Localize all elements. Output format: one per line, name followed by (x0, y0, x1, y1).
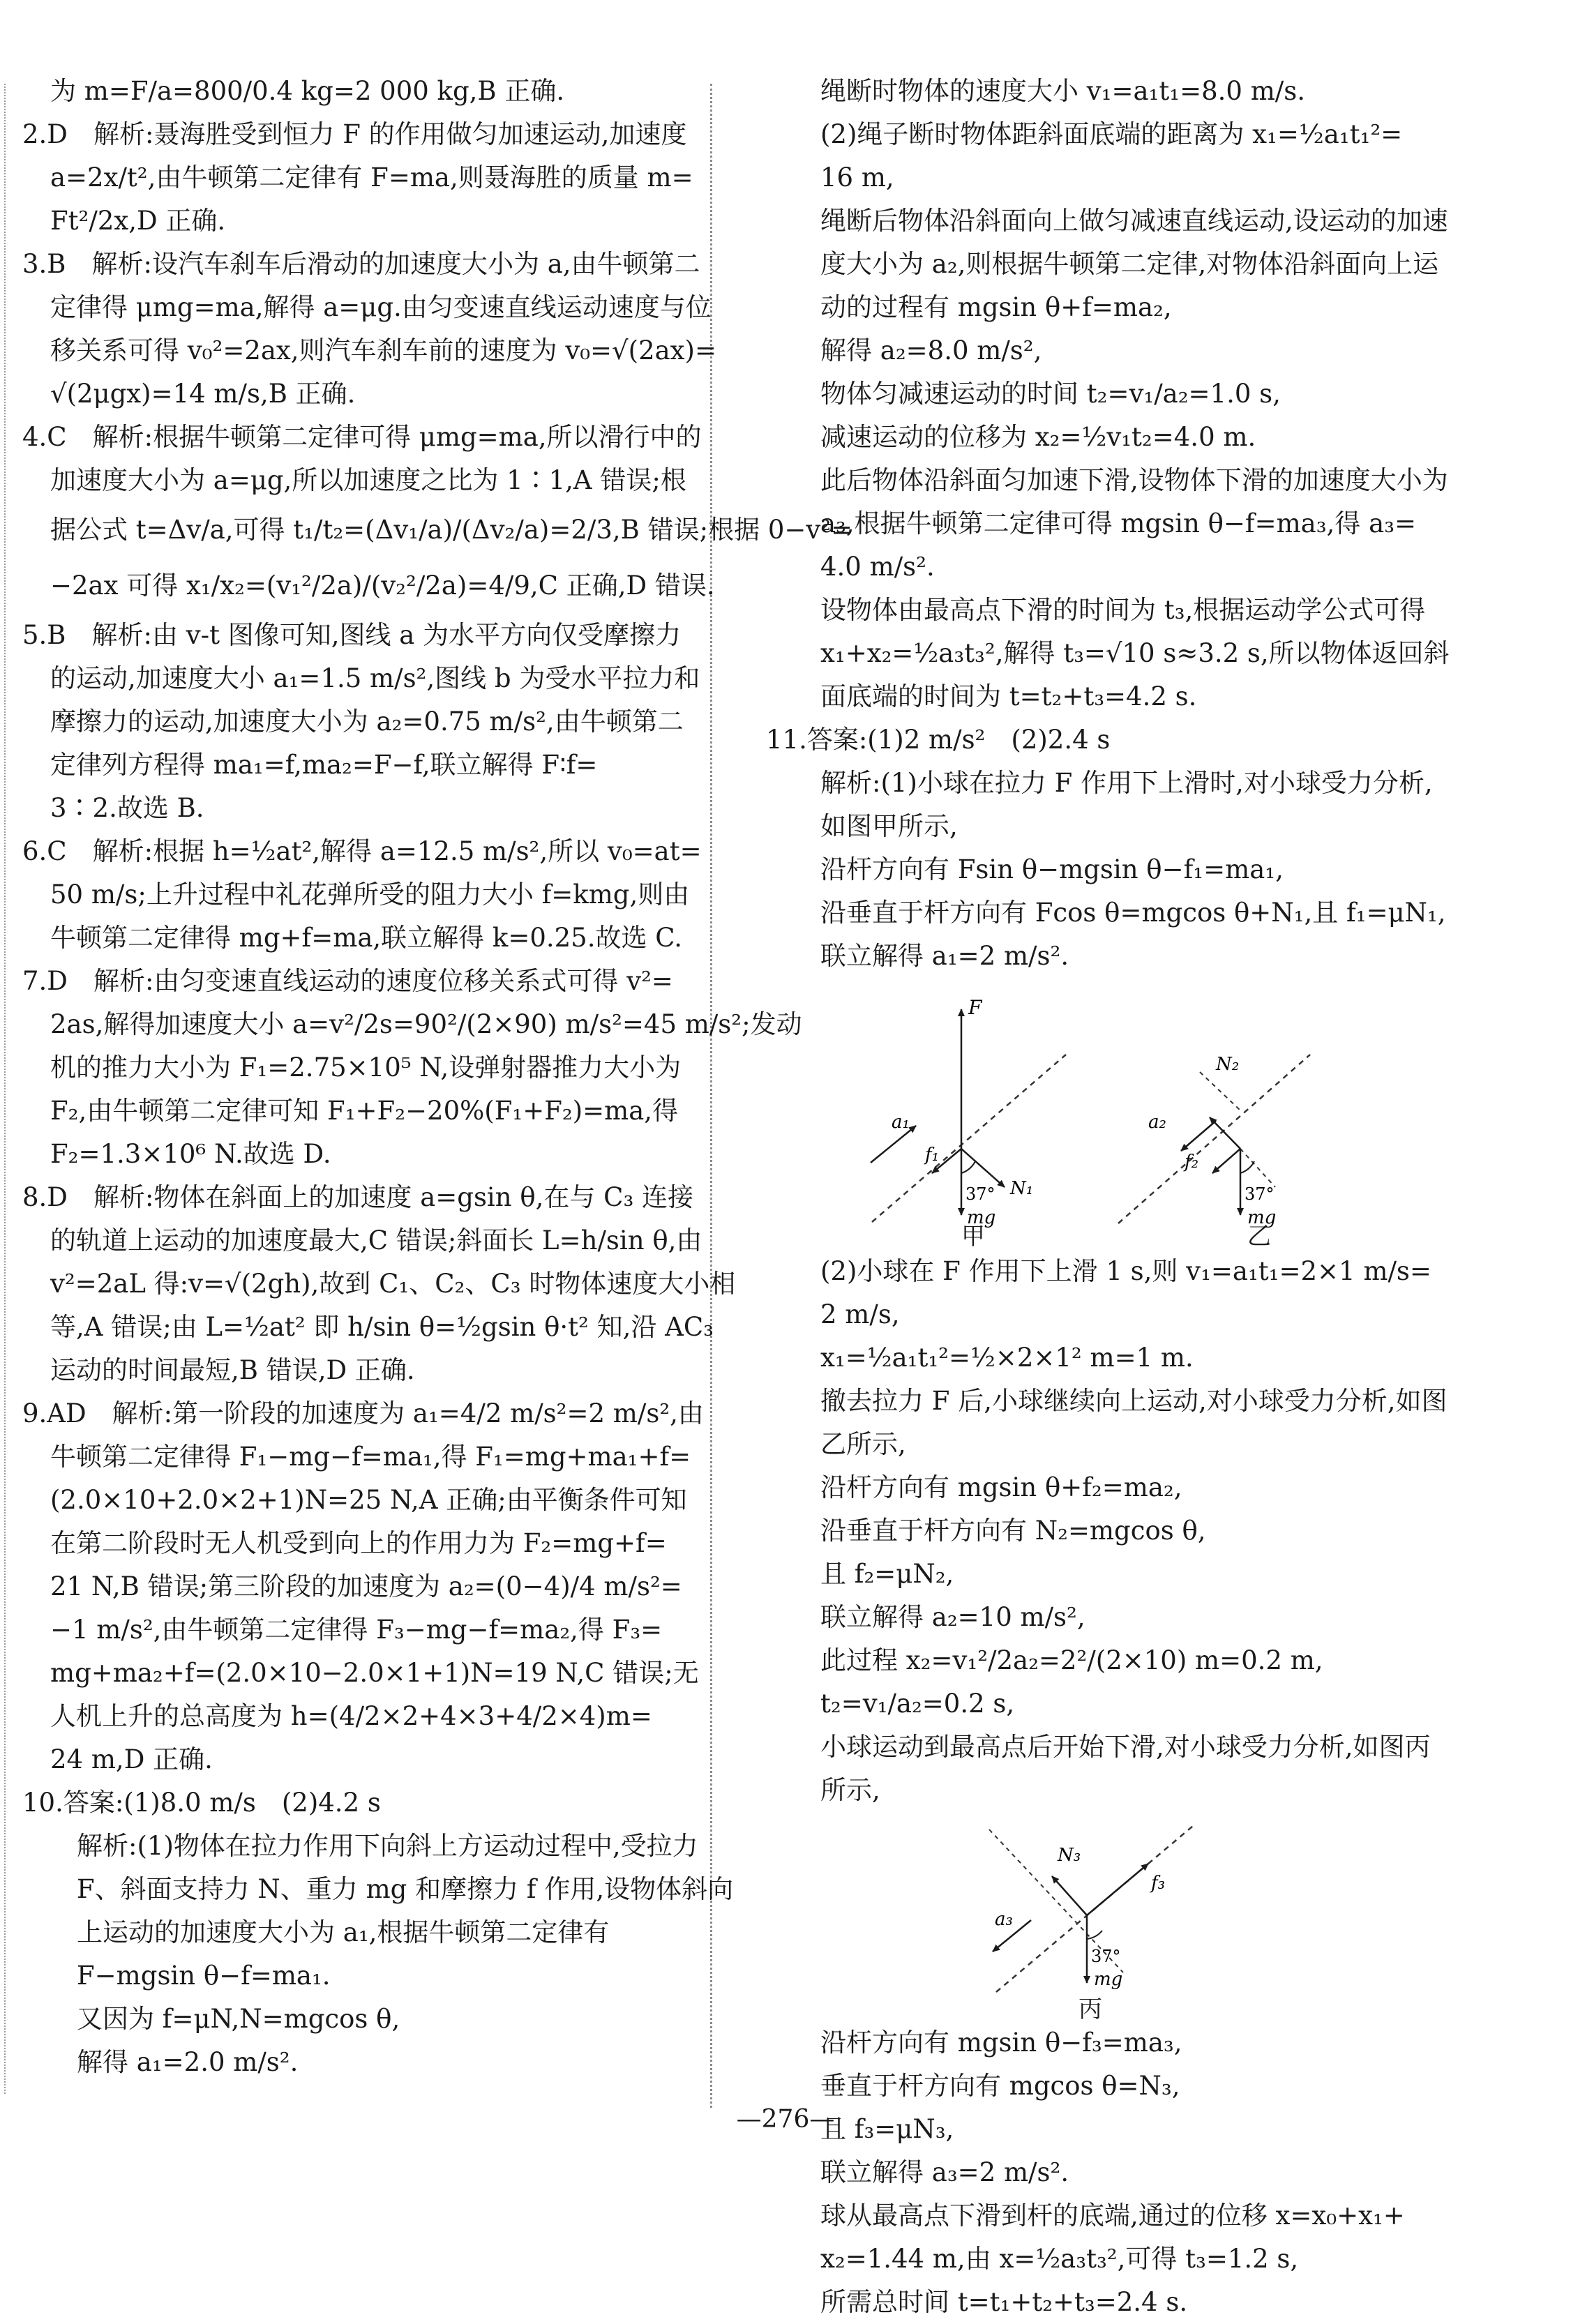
label-N1: N₁ (1010, 1178, 1034, 1199)
label-f2: f₂ (1185, 1152, 1199, 1172)
text-line-r32: t₂=v₁/a₂=0.2 s, (820, 1689, 1015, 1719)
text-line-l35: 21 N,B 错误;第三阶段的加速度为 a₂=(0−4)/4 m/s²= (50, 1571, 682, 1601)
text-line-l34: 在第二阶段时无人机受到向上的作用力为 F₂=mg+f= (50, 1528, 667, 1558)
text-line-l14: 的运动,加速度大小 a₁=1.5 m/s²,图线 b 为受水平拉力和 (50, 663, 700, 693)
caption-bing: 丙 (1078, 1995, 1102, 2023)
text-line-l04: Ft²/2x,D 正确. (50, 206, 226, 236)
column-divider (710, 84, 712, 2108)
text-line-l33: (2.0×10+2.0×2+1)N=25 N,A 正确;由平衡条件可知 (50, 1485, 687, 1515)
text-line-l36: −1 m/s²,由牛顿第二定律得 F₃−mg−f=ma₂,得 F₃= (50, 1615, 663, 1645)
right-column-top (766, 70, 1471, 978)
force-diagram-bing-svg (766, 1812, 1471, 2021)
right-column-bottom (766, 2021, 1471, 2324)
text-line-l28: v²=2aL 得:v=√(2gh),故到 C₁、C₂、C₃ 时物体速度大小相 (50, 1269, 736, 1299)
text-line-l08: √(2μgx)=14 m/s,B 正确. (50, 379, 356, 409)
text-line-r17: 解析:(1)小球在拉力 F 作用下上滑时,对小球受力分析, (820, 768, 1433, 798)
caption-jia: 甲 (961, 1223, 985, 1251)
text-line-l42: F、斜面支持力 N、重力 mg 和摩擦力 f 作用,设物体斜向 (77, 1874, 734, 1904)
label-a1: a₁ (892, 1112, 910, 1133)
text-line-l46: 解得 a₁=2.0 m/s². (77, 2047, 299, 2077)
text-line-r19: 沿杆方向有 Fsin θ−mgsin θ−f₁=ma₁, (820, 854, 1284, 884)
text-line-l37: mg+ma₂+f=(2.0×10−2.0×1+1)N=19 N,C 错误;无 (50, 1658, 699, 1688)
text-line-l38: 人机上升的总高度为 h=(4/2×2+4×3+4/2×4)m= (50, 1701, 652, 1731)
label-F: F (968, 996, 982, 1019)
text-line-r02: (2)绳子断时物体距斜面底端的距离为 x₁=½a₁t₁²= (820, 119, 1403, 149)
text-line-r03: 16 m, (820, 163, 894, 193)
text-line-r20: 沿垂直于杆方向有 Fcos θ=mgcos θ+N₁,且 f₁=μN₁, (820, 898, 1446, 928)
text-line-l02: 2.D 解析:聂海胜受到恒力 F 的作用做匀加速运动,加速度 (22, 119, 687, 149)
text-line-r04: 绳断后物体沿斜面向上做匀减速直线运动,设运动的加速 (820, 206, 1448, 236)
text-line-r24: x₁=½a₁t₁²=½×2×1² m=1 m. (820, 1343, 1194, 1373)
text-line-r08: 物体匀减速运动的时间 t₂=v₁/a₂=1.0 s, (820, 379, 1281, 409)
text-line-l09: 4.C 解析:根据牛顿第二定律可得 μmg=ma,所以滑行中的 (22, 422, 702, 452)
text-line-l21: 7.D 解析:由匀变速直线运动的速度位移关系式可得 v²= (22, 966, 673, 996)
text-line-r06: 动的过程有 mgsin θ+f=ma₂, (820, 292, 1172, 322)
text-line-l27: 的轨道上运动的加速度最大,C 错误;斜面长 L=h/sin θ,由 (50, 1225, 702, 1255)
text-line-r38: 联立解得 a₃=2 m/s². (820, 2157, 1069, 2187)
text-line-l12: −2ax 可得 x₁/x₂=(v₁²/2a)/(v₂²/2a)=4/9,C 正确,D 错误. (50, 571, 715, 601)
text-line-r01: 绳断时物体的速度大小 v₁=a₁t₁=8.0 m/s. (820, 76, 1305, 106)
label-f1: f₁ (925, 1145, 940, 1165)
text-line-l05: 3.B 解析:设汽车刹车后滑动的加速度大小为 a,由牛顿第二 (22, 249, 700, 279)
text-line-r18: 如图甲所示, (820, 811, 958, 841)
text-line-l03: a=2x/t²,由牛顿第二定律有 F=ma,则聂海胜的质量 m= (50, 163, 693, 193)
label-N3: N₃ (1058, 1845, 1081, 1866)
text-line-r10: 此后物体沿斜面匀加速下滑,设物体下滑的加速度大小为 (820, 465, 1448, 495)
text-line-r14: x₁+x₂=½a₃t₃²,解得 t₃=√10 s≈3.2 s,所以物体返回斜 (820, 638, 1450, 668)
text-line-r09: 减速运动的位移为 x₂=½v₁t₂=4.0 m. (820, 422, 1256, 452)
text-line-l22: 2as,解得加速度大小 a=v²/2s=90²/(2×90) m/s²=45 m/s²;发动 (50, 1009, 802, 1039)
label-mg-yi: mg (1247, 1207, 1277, 1228)
text-line-l41: 解析:(1)物体在拉力作用下向斜上方运动过程中,受拉力 (77, 1831, 698, 1861)
text-line-l29: 等,A 错误;由 L=½at² 即 h/sin θ=½gsin θ·t² 知,沿 AC₃ (50, 1312, 714, 1342)
text-line-l18: 6.C 解析:根据 h=½at²,解得 a=12.5 m/s²,所以 v₀=at= (22, 836, 702, 866)
left-margin-dots (4, 84, 6, 2094)
text-line-r40: x₂=1.44 m,由 x=½a₃t₃²,可得 t₃=1.2 s, (820, 2244, 1299, 2274)
text-line-l31: 9.AD 解析:第一阶段的加速度为 a₁=4/2 m/s²=2 m/s²,由 (22, 1398, 704, 1428)
label-angle-yi: 37° (1245, 1184, 1275, 1204)
right-column-mid (766, 1250, 1471, 1812)
text-line-r22: (2)小球在 F 作用下上滑 1 s,则 v₁=a₁t₁=2×1 m/s= (820, 1256, 1431, 1286)
text-line-r29: 且 f₂=μN₂, (820, 1559, 954, 1589)
text-line-r41: 所需总时间 t=t₁+t₂+t₃=2.4 s. (820, 2287, 1188, 2317)
text-line-r39: 球从最高点下滑到杆的底端,通过的位移 x=x₀+x₁+ (820, 2201, 1405, 2231)
label-mg-jia: mg (967, 1207, 996, 1228)
text-line-l30: 运动的时间最短,B 错误,D 正确. (50, 1355, 415, 1385)
text-line-r34: 所示, (820, 1775, 880, 1805)
text-line-r30: 联立解得 a₂=10 m/s², (820, 1602, 1085, 1632)
text-line-l43: 上运动的加速度大小为 a₁,根据牛顿第二定律有 (77, 1917, 610, 1947)
text-line-l25: F₂=1.3×10⁶ N.故选 D. (50, 1139, 331, 1169)
text-line-l20: 牛顿第二定律得 mg+f=ma,联立解得 k=0.25.故选 C. (50, 923, 682, 953)
text-line-l17: 3∶2.故选 B. (50, 793, 204, 823)
text-line-r23: 2 m/s, (820, 1299, 900, 1329)
text-line-l39: 24 m,D 正确. (50, 1744, 213, 1774)
text-line-r13: 设物体由最高点下滑的时间为 t₃,根据运动学公式可得 (820, 595, 1426, 625)
text-line-l19: 50 m/s;上升过程中礼花弹所受的阻力大小 f=kmg,则由 (50, 880, 690, 910)
text-line-r31: 此过程 x₂=v₁²/2a₂=2²/(2×10) m=0.2 m, (820, 1645, 1323, 1675)
text-line-l23: 机的推力大小为 F₁=2.75×10⁵ N,设弹射器推力大小为 (50, 1052, 682, 1082)
text-line-r05: 度大小为 a₂,则根据牛顿第二定律,对物体沿斜面向上运 (820, 249, 1439, 279)
text-line-l44: F−mgsin θ−f=ma₁. (77, 1961, 331, 1991)
text-line-r35: 沿杆方向有 mgsin θ−f₃=ma₃, (820, 2028, 1182, 2058)
text-line-r33: 小球运动到最高点后开始下滑,对小球受力分析,如图丙 (820, 1732, 1431, 1762)
force-diagrams-jia-yi (766, 978, 1471, 1250)
text-line-l13: 5.B 解析:由 v-t 图像可知,图线 a 为水平方向仅受摩擦力 (22, 620, 682, 650)
text-line-r37: 且 f₃=μN₃, (820, 2114, 954, 2144)
text-line-r36: 垂直于杆方向有 mgcos θ=N₃, (820, 2071, 1180, 2101)
text-line-r15: 面底端的时间为 t=t₂+t₃=4.2 s. (820, 681, 1197, 711)
text-line-r11: a₃,根据牛顿第二定律可得 mgsin θ−f=ma₃,得 a₃= (820, 508, 1416, 538)
text-line-l26: 8.D 解析:物体在斜面上的加速度 a=gsin θ,在与 C₃ 连接 (22, 1182, 694, 1212)
label-a3: a₃ (995, 1909, 1013, 1930)
diagram-yi (1118, 1054, 1310, 1228)
text-line-l45: 又因为 f=μN,N=mgcos θ, (77, 2004, 400, 2034)
text-line-r16: 11.答案:(1)2 m/s² (2)2.4 s (766, 725, 1111, 755)
text-line-l10: 加速度大小为 a=μg,所以加速度之比为 1∶1,A 错误;根 (50, 465, 686, 495)
label-angle-bing: 37° (1091, 1947, 1121, 1966)
text-line-r26: 乙所示, (820, 1429, 906, 1459)
text-line-r12: 4.0 m/s². (820, 552, 935, 582)
text-line-l01: 为 m=F/a=800/0.4 kg=2 000 kg,B 正确. (50, 76, 565, 106)
right-column (766, 70, 1471, 2324)
text-line-l32: 牛顿第二定律得 F₁−mg−f=ma₁,得 F₁=mg+ma₁+f= (50, 1442, 691, 1472)
text-line-r27: 沿杆方向有 mgsin θ+f₂=ma₂, (820, 1472, 1182, 1502)
diagram-jia (871, 996, 1066, 1228)
text-line-r21: 联立解得 a₁=2 m/s². (820, 941, 1069, 971)
label-a2: a₂ (1148, 1112, 1166, 1133)
text-line-r25: 撤去拉力 F 后,小球继续向上运动,对小球受力分析,如图 (820, 1386, 1448, 1416)
text-line-l24: F₂,由牛顿第二定律可知 F₁+F₂−20%(F₁+F₂)=ma,得 (50, 1096, 679, 1126)
text-line-l06: 定律得 μmg=ma,解得 a=μg.由匀变速直线运动速度与位 (50, 292, 712, 322)
text-line-l07: 移关系可得 v₀²=2ax,则汽车刹车前的速度为 v₀=√(2ax)= (50, 335, 716, 365)
label-mg-bing: mg (1094, 1969, 1123, 1990)
text-line-r28: 沿垂直于杆方向有 N₂=mgcos θ, (820, 1516, 1206, 1546)
page-number: —276— (736, 2105, 835, 2134)
label-angle-jia: 37° (965, 1184, 995, 1204)
force-diagram-bing (766, 1812, 1471, 2021)
text-line-l40: 10.答案:(1)8.0 m/s (2)4.2 s (22, 1788, 381, 1818)
text-line-l16: 定律列方程得 ma₁=f,ma₂=F−f,联立解得 F∶f= (50, 750, 598, 780)
text-line-l15: 摩擦力的运动,加速度大小为 a₂=0.75 m/s²,由牛顿第二 (50, 707, 684, 737)
caption-yi: 乙 (1247, 1223, 1271, 1251)
force-diagram-svg (766, 978, 1471, 1250)
text-line-l11: 据公式 t=Δv/a,可得 t₁/t₂=(Δv₁/a)/(Δv₂/a)=2/3,B 错误;根据 0−v²= (50, 515, 853, 545)
label-N2: N₂ (1216, 1054, 1240, 1075)
text-line-r07: 解得 a₂=8.0 m/s², (820, 335, 1042, 365)
label-f3: f₃ (1151, 1873, 1166, 1894)
